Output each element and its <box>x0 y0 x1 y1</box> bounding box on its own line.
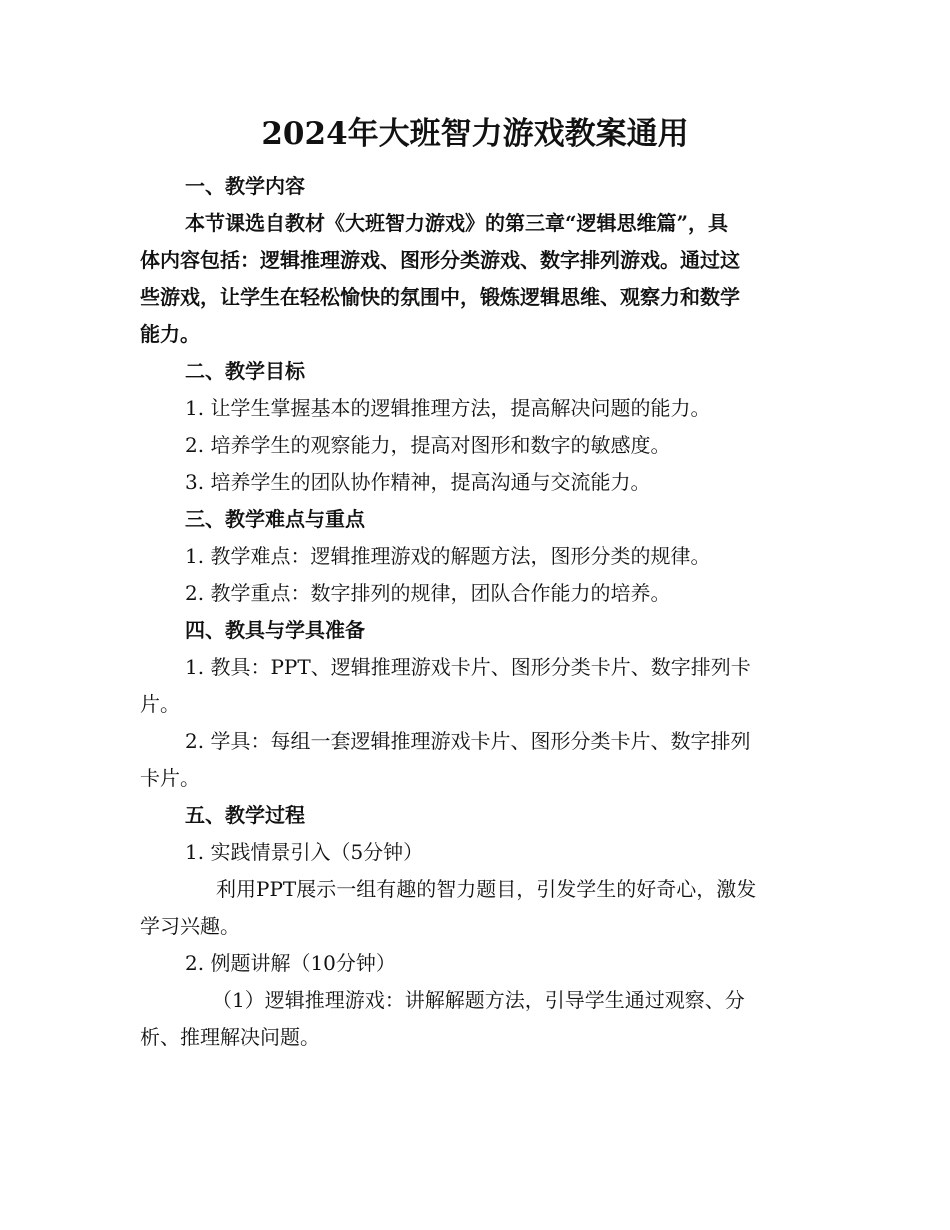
content-paragraph-line: 些游戏，让学生在轻松愉快的氛围中，锻炼逻辑思维、观察力和数学 <box>140 285 740 309</box>
document-title: 2024年大班智力游戏教案通用 <box>261 116 689 152</box>
tool-item-line: 卡片。 <box>140 766 200 790</box>
tool-item-line: 1. 教具：PPT、逻辑推理游戏卡片、图形分类卡片、数字排列卡 <box>185 655 751 679</box>
goal-item: 2. 培养学生的观察能力，提高对图形和数字的敏感度。 <box>185 433 671 457</box>
tool-item-line: 2. 学具：每组一套逻辑推理游戏卡片、图形分类卡片、数字排列 <box>185 729 751 753</box>
process-step-desc-line: 学习兴趣。 <box>140 914 240 938</box>
content-paragraph-line: 体内容包括：逻辑推理游戏、图形分类游戏、数字排列游戏。通过这 <box>140 248 740 272</box>
section-heading-content: 一、教学内容 <box>185 174 305 198</box>
section-heading-keypoints: 三、教学难点与重点 <box>185 507 365 531</box>
section-heading-tools: 四、教具与学具准备 <box>185 618 365 642</box>
process-step: 1. 实践情景引入（5分钟） <box>185 840 424 864</box>
goal-item: 1. 让学生掌握基本的逻辑推理方法，提高解决问题的能力。 <box>185 396 711 420</box>
section-heading-process: 五、教学过程 <box>185 803 305 827</box>
process-step-desc-line: 利用PPT展示一组有趣的智力题目，引发学生的好奇心，激发 <box>216 877 757 901</box>
section-heading-goals: 二、教学目标 <box>185 359 305 383</box>
content-paragraph-line: 本节课选自教材《大班智力游戏》的第三章“逻辑思维篇”，具 <box>185 211 729 235</box>
tool-item-line: 片。 <box>140 692 180 716</box>
goal-item: 3. 培养学生的团队协作精神，提高沟通与交流能力。 <box>185 470 651 494</box>
process-step: 2. 例题讲解（10分钟） <box>185 951 396 975</box>
content-paragraph-line: 能力。 <box>140 322 200 346</box>
process-step-desc-line: （1）逻辑推理游戏：讲解解题方法，引导学生通过观察、分 <box>212 988 745 1012</box>
keypoint-item: 1. 教学难点：逻辑推理游戏的解题方法，图形分类的规律。 <box>185 544 711 568</box>
keypoint-item: 2. 教学重点：数字排列的规律，团队合作能力的培养。 <box>185 581 671 605</box>
process-step-desc-line: 析、推理解决问题。 <box>140 1025 320 1049</box>
